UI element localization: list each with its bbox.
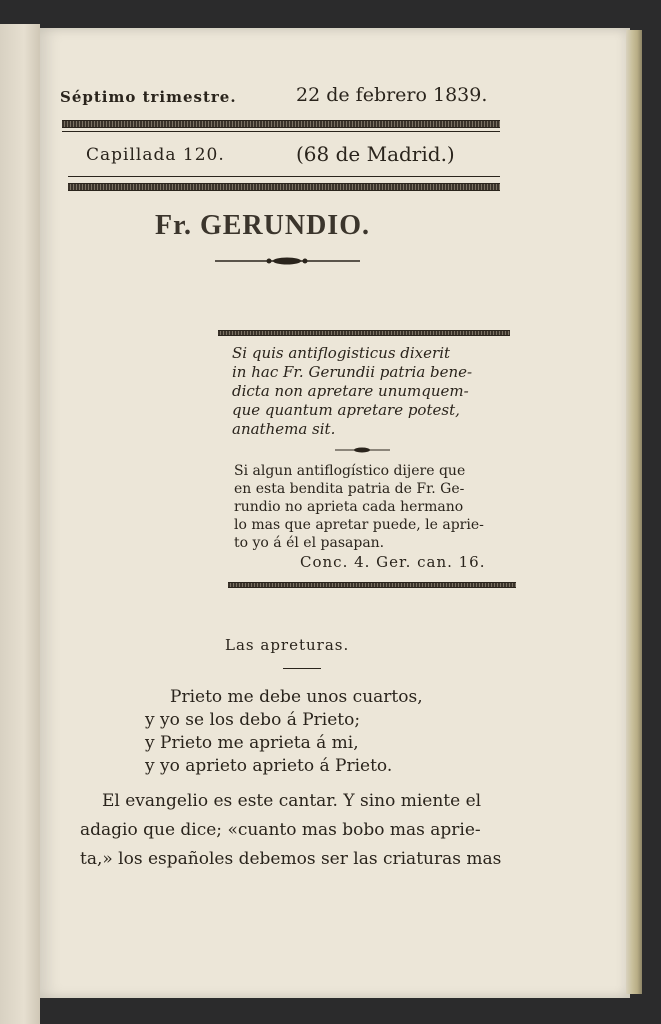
spanish-epigraph	[234, 462, 519, 552]
latin-epigraph	[232, 344, 522, 439]
spanish-line: to yo á él el pasapan.	[234, 535, 385, 551]
body-line: El evangelio es este cantar. Y sino miente el	[102, 791, 482, 811]
small-ornament	[335, 446, 390, 454]
masthead-title: Fr. GERUNDIO.	[155, 210, 370, 241]
spanish-line: rundio no aprieta cada hermano	[234, 499, 464, 515]
capillada-rule	[68, 183, 500, 191]
section-underline	[283, 668, 321, 669]
epigraph-rule	[218, 330, 510, 336]
madrid-number: (68 de Madrid.)	[296, 142, 455, 166]
verse-line: Prieto me debe unos cuartos,	[170, 687, 423, 707]
citation-rule	[228, 582, 516, 588]
top-rule	[62, 120, 500, 128]
latin-line: anathema sit.	[232, 420, 336, 438]
page-stack-edge	[626, 30, 642, 994]
latin-line: que quantum apretare potest,	[232, 401, 460, 419]
spanish-line: en esta bendita patria de Fr. Ge-	[234, 481, 465, 497]
capillada-rule-thin	[68, 176, 500, 177]
spanish-line: lo mas que apretar puede, le aprie-	[234, 517, 484, 533]
body-line: adagio que dice; «cuanto mas bobo mas aprie-	[80, 820, 481, 840]
latin-line: in hac Fr. Gerundii patria bene-	[232, 363, 473, 381]
verse-line: y yo aprieto aprieto á Prieto.	[145, 756, 393, 776]
verse-line: y Prieto me aprieta á mi,	[145, 733, 359, 753]
verse-block	[145, 686, 423, 778]
body-text	[80, 787, 501, 874]
verse-line: y yo se los debo á Prieto;	[145, 710, 361, 730]
latin-line: dicta non apretare unumquem-	[232, 382, 469, 400]
body-line: ta,» los españoles debemos ser las criaturas mas	[80, 849, 502, 869]
ornament-divider	[215, 256, 360, 266]
trimestre-label: Séptimo trimestre.	[60, 88, 237, 106]
issue-date: 22 de febrero 1839.	[296, 84, 488, 106]
left-page-edge	[0, 24, 40, 1024]
capillada-number: Capillada 120.	[86, 145, 225, 165]
top-rule-thin	[62, 131, 500, 132]
section-title: Las apreturas.	[225, 636, 350, 654]
spanish-line: Si algun antiflogístico dijere que	[234, 463, 466, 479]
citation: Conc. 4. Ger. can. 16.	[300, 553, 486, 571]
latin-line: Si quis antiflogisticus dixerit	[232, 344, 451, 362]
